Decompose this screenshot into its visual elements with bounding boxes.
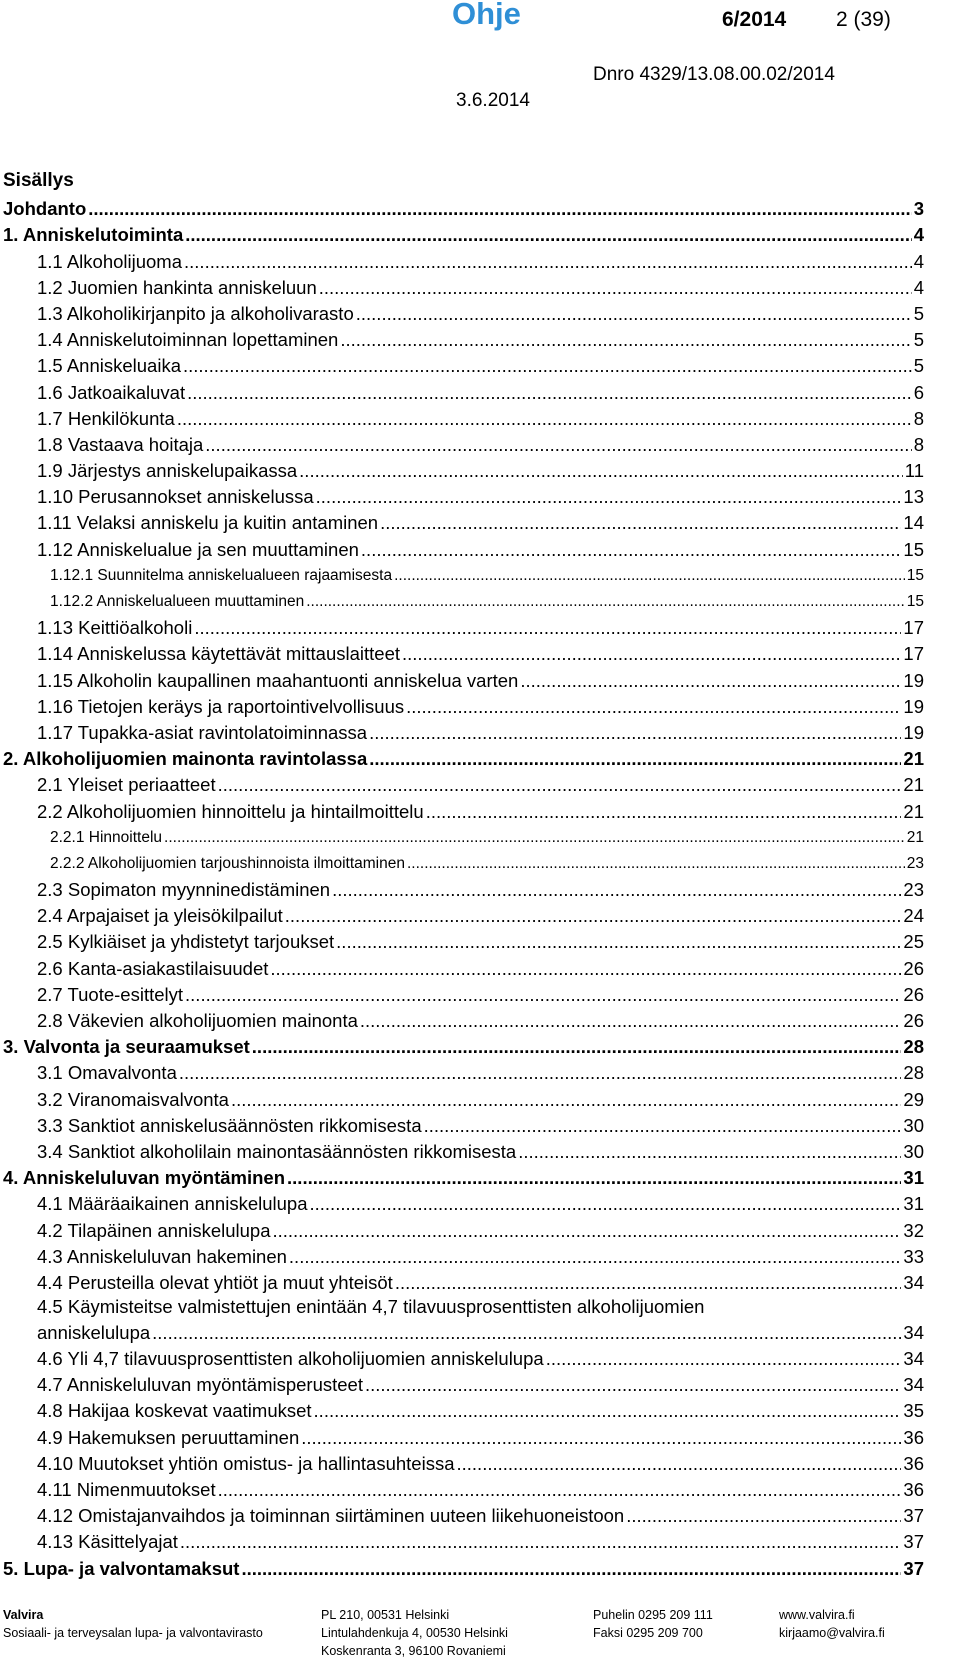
toc-entry[interactable] (3, 1422, 924, 1448)
toc-entry-page: 17 (903, 617, 924, 639)
toc-dot-leader (455, 1453, 902, 1475)
toc-entry-page: 19 (903, 695, 924, 717)
toc-entry-page: 31 (903, 1167, 924, 1189)
toc-entry-page: 25 (903, 931, 924, 953)
toc-entry-title: 4.1 Määräaikainen anniskelulupa (37, 1193, 308, 1215)
toc-entry[interactable] (3, 744, 924, 770)
toc-dot-leader (175, 408, 912, 430)
toc-entry-title: 2.5 Kylkiäiset ja yhdistetyt tarjoukset (37, 931, 335, 953)
toc-dot-leader (314, 486, 902, 508)
toc-entry-page: 37 (903, 1505, 924, 1527)
toc-entry-title: 4. Anniskeluluvan myöntäminen (3, 1167, 286, 1189)
toc-entry-page: 21 (903, 774, 924, 796)
toc-dot-leader (181, 355, 912, 377)
toc-entry[interactable] (3, 430, 924, 456)
toc-entry-page: 5 (913, 329, 924, 351)
footer-addresses (321, 1606, 508, 1660)
toc-dot-leader (216, 1479, 902, 1501)
toc-entry[interactable] (3, 980, 924, 1006)
toc-dot-leader (299, 1427, 901, 1449)
toc-dot-leader (363, 1374, 901, 1396)
toc-entry[interactable] (3, 1294, 924, 1344)
toc-dot-leader (239, 1558, 901, 1580)
toc-entry-page: 4 (913, 224, 924, 246)
toc-dot-leader (367, 748, 901, 770)
toc-entry-title: 4.9 Hakemuksen peruuttaminen (37, 1426, 300, 1448)
toc-entry-page: 23 (906, 854, 924, 872)
footer-org-full-name: Sosiaali- ja terveysalan lupa- ja valvontavirasto (3, 1626, 263, 1640)
toc-dot-leader (404, 696, 901, 718)
toc-entry[interactable] (3, 1370, 924, 1396)
toc-dot-leader (393, 1272, 902, 1294)
toc-dot-leader (312, 1400, 902, 1422)
toc-entry[interactable] (3, 639, 924, 665)
toc-entry-page: 29 (903, 1088, 924, 1110)
toc-entry-title: 1.7 Henkilökunta (37, 407, 175, 429)
toc-entry[interactable] (3, 1396, 924, 1422)
toc-entry-title: 1. Anniskelutoiminta (3, 224, 184, 246)
toc-entry-page: 6 (913, 381, 924, 403)
toc-entry-page: 21 (903, 800, 924, 822)
toc-dot-leader (182, 251, 912, 273)
toc-entry-title: Johdanto (3, 198, 87, 220)
toc-entry[interactable] (3, 718, 924, 744)
toc-entry[interactable] (3, 1137, 924, 1163)
toc-entry-title: 3.1 Omavalvonta (37, 1062, 177, 1084)
toc-dot-leader (624, 1505, 901, 1527)
footer-phone: Puhelin 0295 209 111 (593, 1608, 713, 1622)
toc-entry-title: 4.7 Anniskeluluvan myöntämisperusteet (37, 1374, 363, 1396)
toc-entry-page: 31 (903, 1193, 924, 1215)
toc-entry[interactable] (3, 692, 924, 718)
toc-entry[interactable] (3, 1268, 924, 1294)
toc-dot-leader (183, 984, 901, 1006)
toc-entry[interactable] (3, 377, 924, 403)
toc-entry-title: 2.6 Kanta-asiakastilaisuudet (37, 957, 269, 979)
footer-organization (3, 1606, 263, 1642)
toc-entry-page: 34 (903, 1348, 924, 1370)
toc-entry-title-continued: anniskelulupa (37, 1321, 151, 1343)
toc-entry[interactable] (3, 1189, 924, 1215)
toc-dot-leader (405, 853, 905, 875)
toc-entry-title: 1.15 Alkoholin kaupallinen maahantuonti anniskelua varten (37, 669, 519, 691)
toc-entry[interactable] (3, 1111, 924, 1137)
toc-entry[interactable] (3, 246, 924, 272)
toc-entry-title: 2. Alkoholijuomien mainonta ravintolassa (3, 748, 368, 770)
toc-entry-page: 34 (903, 1374, 924, 1396)
toc-entry[interactable] (3, 351, 924, 377)
toc-entry-page: 28 (903, 1036, 924, 1058)
toc-entry[interactable] (3, 796, 924, 822)
toc-dot-leader (359, 539, 902, 561)
toc-entry-page: 26 (903, 1010, 924, 1031)
toc-entry-page: 28 (903, 1062, 924, 1084)
toc-entry[interactable] (3, 901, 924, 927)
toc-entry[interactable] (3, 1527, 924, 1553)
toc-entry-page: 8 (913, 407, 924, 429)
toc-entry[interactable] (3, 561, 924, 587)
table-of-contents (3, 194, 924, 1580)
toc-entry[interactable] (3, 1449, 924, 1475)
toc-dot-leader (378, 512, 901, 534)
toc-entry-page: 17 (903, 643, 924, 665)
toc-entry-title: 4.6 Yli 4,7 tilavuusprosenttisten alkoholijuomien anniskelulupa (37, 1348, 544, 1370)
toc-entry-title: 5. Lupa- ja valvontamaksut (3, 1557, 240, 1579)
toc-entry-page: 35 (903, 1400, 924, 1422)
toc-entry[interactable] (3, 1242, 924, 1268)
toc-entry[interactable] (3, 1084, 924, 1110)
toc-entry-title: 1.17 Tupakka-asiat ravintolatoiminnassa (37, 721, 368, 743)
toc-entry-title: 1.8 Vastaava hoitaja (37, 433, 204, 455)
toc-entry-page: 34 (903, 1271, 924, 1293)
toc-entry-page: 36 (903, 1479, 924, 1500)
toc-heading: Sisällys (3, 170, 74, 191)
footer-web-email (779, 1606, 885, 1642)
toc-entry[interactable] (3, 1058, 924, 1084)
toc-entry-page: 21 (906, 828, 924, 846)
toc-entry[interactable] (3, 587, 924, 613)
toc-entry-title: 1.14 Anniskelussa käytettävät mittauslaitteet (37, 643, 401, 665)
toc-dot-leader (287, 1246, 902, 1268)
toc-entry-title: 4.2 Tilapäinen anniskelulupa (37, 1219, 271, 1241)
toc-entry-page: 8 (913, 433, 924, 455)
document-type-title: Ohje (452, 0, 521, 31)
toc-dot-leader (317, 277, 912, 299)
toc-entry[interactable] (3, 613, 924, 639)
toc-dot-leader (367, 722, 901, 744)
toc-dot-leader (229, 1089, 901, 1111)
toc-entry-title: 2.2.1 Hinnoittelu (50, 828, 163, 846)
toc-entry-title: 1.5 Anniskeluaika (37, 355, 181, 377)
toc-entry-page: 36 (903, 1426, 924, 1448)
toc-dot-leader (177, 1062, 902, 1084)
toc-entry[interactable] (3, 1215, 924, 1241)
toc-entry-title: 1.13 Keittiöalkoholi (37, 617, 193, 639)
toc-entry-page: 37 (903, 1557, 924, 1579)
toc-entry-title: 2.2 Alkoholijuomien hinnoittelu ja hintailmoittelu (37, 800, 424, 822)
footer-email-link[interactable]: kirjaamo@valvira.fi (779, 1626, 885, 1640)
toc-entry[interactable] (3, 194, 924, 220)
toc-entry-page: 14 (903, 512, 924, 534)
toc-entry[interactable] (3, 1163, 924, 1189)
toc-entry-title: 4.5 Käymisteitse valmistettujen enintään 4,7 tilavuusprosenttisten alkoholijuomien (37, 1295, 705, 1317)
toc-entry[interactable] (3, 299, 924, 325)
toc-entry-page: 3 (913, 198, 924, 220)
footer-address-3: Koskenranta 3, 96100 Rovaniemi (321, 1644, 506, 1658)
toc-entry-title: 2.8 Väkevien alkoholijuomien mainonta (37, 1010, 358, 1031)
toc-entry[interactable] (3, 482, 924, 508)
toc-dot-leader (150, 1322, 901, 1344)
toc-dot-leader (544, 1348, 902, 1370)
toc-entry[interactable] (3, 823, 924, 849)
toc-dot-leader (285, 1167, 901, 1189)
toc-entry-title: 1.16 Tietojen keräys ja raportointivelvollisuus (37, 695, 405, 717)
toc-entry-page: 26 (903, 983, 924, 1005)
toc-entry-page: 11 (904, 460, 924, 482)
toc-entry[interactable] (3, 404, 924, 430)
toc-entry-title: 1.3 Alkoholikirjanpito ja alkoholivarasto (37, 302, 354, 324)
toc-dot-leader (330, 879, 901, 901)
toc-entry[interactable] (3, 1501, 924, 1527)
toc-entry-page: 15 (903, 538, 924, 560)
toc-entry-page: 5 (913, 355, 924, 377)
toc-entry-page: 15 (906, 593, 924, 610)
toc-entry[interactable] (3, 875, 924, 901)
toc-entry[interactable] (3, 1475, 924, 1501)
page-number: 2 (39) (836, 8, 891, 31)
footer-address-1: PL 210, 00531 Helsinki (321, 1608, 450, 1622)
toc-dot-leader (358, 1010, 902, 1032)
toc-entry[interactable] (3, 325, 924, 351)
toc-dot-leader (392, 565, 905, 587)
toc-dot-leader (283, 905, 902, 927)
footer-fax: Faksi 0295 209 700 (593, 1626, 703, 1640)
toc-entry-title: 3. Valvonta ja seuraamukset (3, 1036, 250, 1058)
toc-entry-page: 30 (903, 1140, 924, 1162)
toc-dot-leader (203, 434, 911, 456)
toc-entry-page: 24 (903, 905, 924, 927)
toc-entry-page: 4 (913, 276, 924, 298)
toc-dot-leader (334, 931, 901, 953)
toc-entry-title: 2.4 Arpajaiset ja yleisökilpailut (37, 905, 283, 927)
toc-dot-leader (308, 1193, 902, 1215)
toc-entry-title: 1.9 Järjestys anniskelupaikassa (37, 460, 298, 482)
toc-dot-leader (424, 801, 902, 823)
toc-entry-title: 1.11 Velaksi anniskelu ja kuitin antaminen (37, 512, 379, 534)
toc-entry-title: 2.1 Yleiset periaatteet (37, 774, 216, 796)
toc-dot-leader (162, 827, 905, 849)
toc-entry-page: 13 (903, 486, 924, 508)
toc-dot-leader (516, 1141, 901, 1163)
footer-address-2: Lintulahdenkuja 4, 00530 Helsinki (321, 1626, 508, 1640)
toc-entry[interactable] (3, 456, 924, 482)
toc-entry-page: 34 (903, 1321, 924, 1343)
toc-entry-title: 1.12 Anniskelualue ja sen muuttaminen (37, 538, 359, 560)
toc-entry-title: 4.3 Anniskeluluvan hakeminen (37, 1245, 287, 1267)
toc-dot-leader (270, 1220, 901, 1242)
toc-entry-page: 26 (903, 957, 924, 979)
record-number: Dnro 4329/13.08.00.02/2014 (593, 64, 835, 85)
toc-entry-page: 30 (903, 1114, 924, 1136)
toc-entry[interactable] (3, 534, 924, 560)
toc-entry[interactable] (3, 220, 924, 246)
toc-entry-title: 1.12.2 Anniskelualueen muuttaminen (50, 593, 305, 610)
toc-dot-leader (354, 303, 912, 325)
toc-entry[interactable] (3, 1032, 924, 1058)
document-date: 3.6.2014 (456, 90, 530, 111)
toc-dot-leader (185, 382, 912, 404)
footer-org-name: Valvira (3, 1608, 44, 1622)
footer-phone-fax (593, 1606, 713, 1642)
toc-dot-leader (304, 591, 905, 613)
toc-entry-page: 19 (903, 721, 924, 743)
toc-entry-title: 3.3 Sanktiot anniskelusäännösten rikkomisesta (37, 1114, 422, 1136)
toc-entry-title: 4.8 Hakijaa koskevat vaatimukset (37, 1400, 312, 1422)
toc-entry-page: 5 (913, 302, 924, 324)
toc-entry[interactable] (3, 1006, 924, 1032)
toc-entry-title: 3.2 Viranomaisvalvonta (37, 1088, 229, 1110)
toc-dot-leader (192, 617, 901, 639)
toc-entry-title: 4.13 Käsittelyajat (37, 1531, 178, 1553)
toc-dot-leader (338, 329, 911, 351)
toc-entry-title: 4.12 Omistajanvaihdos ja toiminnan siirtäminen uuteen liikehuoneistoon (37, 1505, 625, 1527)
toc-entry[interactable] (3, 1344, 924, 1370)
toc-entry[interactable] (3, 849, 924, 875)
toc-entry[interactable] (3, 953, 924, 979)
toc-entry-page: 15 (906, 566, 924, 584)
toc-entry-page: 19 (903, 669, 924, 691)
toc-dot-leader (518, 670, 901, 692)
toc-entry[interactable] (3, 770, 924, 796)
toc-entry-page: 33 (903, 1245, 924, 1267)
toc-entry-page: 23 (903, 879, 924, 901)
footer-website-link[interactable]: www.valvira.fi (779, 1608, 855, 1622)
toc-entry-page: 32 (903, 1219, 924, 1241)
toc-entry[interactable] (3, 665, 924, 691)
toc-dot-leader (268, 958, 901, 980)
toc-dot-leader (86, 198, 911, 220)
toc-entry[interactable] (3, 1553, 924, 1579)
toc-entry-page: 4 (913, 250, 924, 272)
toc-entry-title: 4.4 Perusteilla olevat yhtiöt ja muut yhteisöt (37, 1271, 393, 1293)
toc-entry-page: 37 (903, 1531, 924, 1553)
toc-entry-title: 1.2 Juomien hankinta anniskeluun (37, 276, 317, 298)
toc-dot-leader (400, 643, 901, 665)
toc-dot-leader (178, 1531, 902, 1553)
toc-dot-leader (422, 1115, 902, 1137)
toc-entry[interactable] (3, 927, 924, 953)
toc-entry-title: 1.12.1 Suunnitelma anniskelualueen rajaamisesta (50, 566, 393, 584)
issue-number: 6/2014 (722, 8, 787, 31)
toc-entry-title: 2.3 Sopimaton myynninedistäminen (37, 879, 331, 901)
toc-entry-title: 4.11 Nimenmuutokset (37, 1479, 216, 1500)
toc-entry-title: 4.10 Muutokset yhtiön omistus- ja hallintasuhteissa (37, 1452, 455, 1474)
toc-entry-title: 2.2.2 Alkoholijuomien tarjoushinnoista ilmoittaminen (50, 854, 405, 872)
toc-dot-leader (250, 1036, 902, 1058)
toc-entry-title: 3.4 Sanktiot alkoholilain mainontasäännösten rikkomisesta (37, 1140, 517, 1162)
toc-entry-title: 1.10 Perusannokset anniskelussa (37, 486, 314, 508)
toc-entry-page: 36 (903, 1452, 924, 1474)
toc-entry-title: 1.1 Alkoholijuoma (37, 250, 183, 272)
toc-dot-leader (297, 460, 903, 482)
toc-entry-page: 21 (903, 748, 924, 770)
toc-entry-title: 1.4 Anniskelutoiminnan lopettaminen (37, 329, 339, 351)
toc-dot-leader (216, 774, 902, 796)
toc-entry-title: 2.7 Tuote-esittelyt (37, 983, 184, 1005)
toc-entry[interactable] (3, 508, 924, 534)
toc-entry[interactable] (3, 273, 924, 299)
toc-dot-leader (183, 224, 911, 246)
toc-entry-title: 1.6 Jatkoaikaluvat (37, 381, 186, 403)
